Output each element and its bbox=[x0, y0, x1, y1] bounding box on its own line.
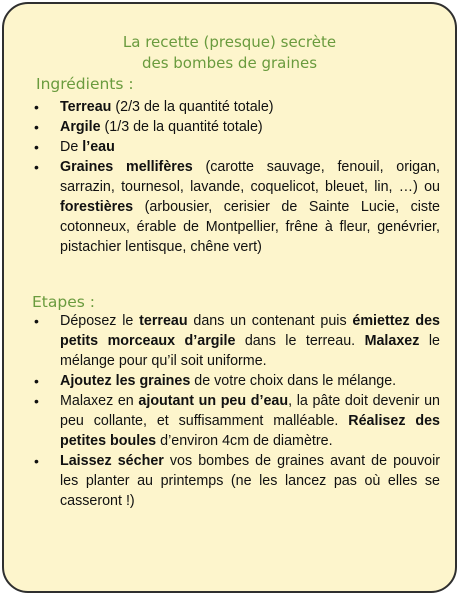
plain-text: dans un contenant puis bbox=[187, 313, 353, 329]
step-item-text bbox=[60, 391, 440, 451]
emphasis-text: ajoutant un peu d’eau bbox=[138, 393, 289, 409]
steps-heading: Etapes : bbox=[32, 293, 95, 311]
step-item bbox=[30, 451, 440, 511]
bullet-icon: • bbox=[34, 159, 39, 175]
plain-text: Malaxez en bbox=[60, 393, 139, 409]
bullet-icon: • bbox=[34, 313, 39, 329]
emphasis-text: émiettez des petits morceaux d’argile bbox=[60, 313, 441, 349]
ingredients-heading: Ingrédients : bbox=[36, 75, 134, 93]
plain-text: (carotte sauvage, fenouil, origan, sarrazin, tournesol, lavande, coquelicot, bleuet, lin, …) ou bbox=[60, 159, 440, 195]
emphasis-text: Réalisez des petites boules bbox=[60, 413, 440, 449]
bullet-icon: • bbox=[34, 373, 39, 389]
plain-text: (arbousier, cerisier de Sainte Lucie, ciste cotonneux, érable de Montpellier, frêne à fleur, genévrier, pistachier lentisque, chêne vert) bbox=[60, 199, 440, 255]
step-item-text bbox=[60, 451, 440, 511]
emphasis-text: forestières bbox=[60, 199, 134, 215]
ingredient-item-text bbox=[60, 97, 440, 117]
ingredient-item-text bbox=[60, 117, 440, 137]
ingredient-item-text bbox=[60, 137, 440, 157]
bullet-icon: • bbox=[34, 139, 39, 155]
plain-text: vos bombes de graines avant de pouvoir les planter au printemps (ne les lancez pas où elles se casseront !) bbox=[60, 453, 441, 509]
plain-text: dans le terreau. bbox=[235, 333, 365, 349]
plain-text: De bbox=[60, 139, 83, 155]
plain-text: (1/3 de la quantité totale) bbox=[100, 119, 263, 135]
bullet-icon: • bbox=[34, 393, 39, 409]
step-item bbox=[30, 391, 440, 451]
step-item bbox=[30, 311, 440, 371]
emphasis-text: Laissez sécher bbox=[60, 453, 164, 469]
recipe-card bbox=[2, 2, 457, 593]
ingredient-item bbox=[30, 117, 440, 137]
title-line-2: des bombes de graines bbox=[141, 54, 318, 72]
emphasis-text: Malaxez bbox=[364, 333, 420, 349]
emphasis-text: Argile bbox=[60, 119, 101, 135]
bullet-icon: • bbox=[34, 99, 39, 115]
ingredient-item-text bbox=[60, 157, 440, 257]
ingredient-item bbox=[30, 97, 440, 117]
emphasis-text: Ajoutez les graines bbox=[60, 373, 191, 389]
emphasis-text: terreau bbox=[139, 313, 188, 329]
steps-list bbox=[30, 311, 440, 511]
bullet-icon: • bbox=[34, 453, 39, 469]
step-item bbox=[30, 371, 440, 391]
plain-text: (2/3 de la quantité totale) bbox=[111, 99, 274, 115]
plain-text: de votre choix dans le mélange. bbox=[190, 373, 397, 389]
plain-text: d’environ 4cm de diamètre. bbox=[156, 433, 333, 449]
ingredients-list bbox=[30, 97, 440, 257]
ingredient-item bbox=[30, 137, 440, 157]
emphasis-text: l’eau bbox=[82, 139, 115, 155]
plain-text: le mélange pour qu’il soit uniforme. bbox=[60, 333, 440, 369]
bullet-icon: • bbox=[34, 119, 39, 135]
title-line-1: La recette (presque) secrète bbox=[122, 33, 337, 51]
step-item-text bbox=[60, 311, 440, 371]
step-item-text bbox=[60, 371, 440, 391]
emphasis-text: Graines mellifères bbox=[60, 159, 193, 175]
ingredient-item bbox=[30, 157, 440, 257]
plain-text: , la pâte doit devenir un peu collante, et suffisamment malléable. bbox=[60, 393, 440, 429]
plain-text: Déposez le bbox=[60, 313, 140, 329]
recipe-title bbox=[4, 32, 455, 74]
emphasis-text: Terreau bbox=[60, 99, 112, 115]
